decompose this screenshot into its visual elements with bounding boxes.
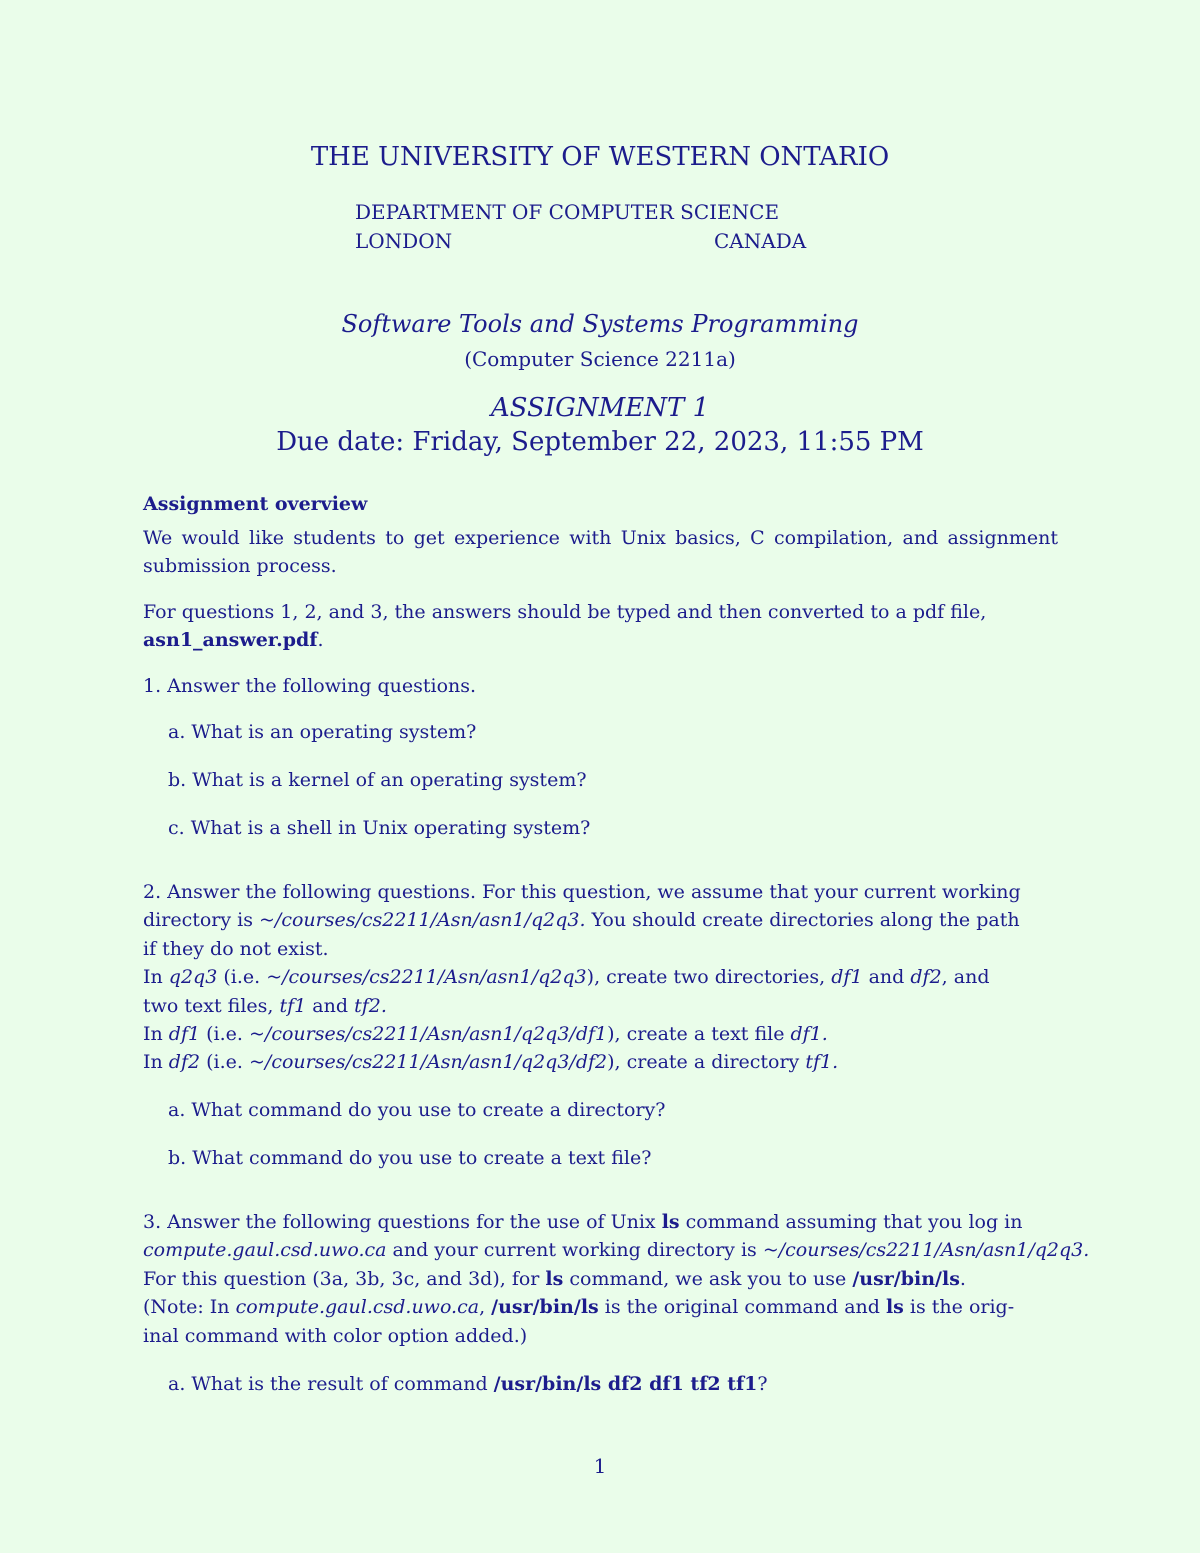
q3-line-4: (Note: In compute.gaul.csd.uwo.ca, /usr/bin/ls is the original command and ls is the orig- [143,1296,1015,1319]
q2-line-7: In df2 (i.e. ~/courses/cs2211/Asn/asn1/q2q3/df2), create a directory tf1. [143,1051,839,1074]
city: LONDON [355,229,453,253]
overview-text: We would like students to get experience with Unix basics, C compilation, and assignment submission process. [143,527,1058,578]
q2-line-1: 2. Answer the following questions. For this question, we assume that your current working [143,881,1021,903]
course-title: Software Tools and Systems Programming [341,310,859,338]
question-3 [143,1208,1090,1350]
q2-line-2: directory is ~/courses/cs2211/Asn/asn1/q2q3. You should create directories along the path [143,909,1020,932]
question-2a: a. What command do you use to create a directory? [168,1099,666,1121]
question-1: 1. Answer the following questions. [143,675,477,697]
question-3a: a. What is the result of command /usr/bin/ls df2 df1 tf2 tf1? [168,1373,768,1395]
due-date: Due date: Friday, September 22, 2023, 11:55 PM [276,427,924,457]
q3-line-2: compute.gaul.csd.uwo.ca and your current working directory is ~/courses/cs2211/Asn/asn1/q2q3. [143,1239,1090,1262]
q2-line-5: two text files, tf1 and tf2. [143,994,387,1017]
question-2 [143,878,1058,1077]
q2-line-4: In q2q3 (i.e. ~/courses/cs2211/Asn/asn1/q2q3), create two directories, df1 and df2, and [143,966,990,989]
course-code: (Computer Science 2211a) [464,347,736,371]
department-name: DEPARTMENT OF COMPUTER SCIENCE [355,200,780,224]
q2-line-6: In df1 (i.e. ~/courses/cs2211/Asn/asn1/q2q3/df1), create a text file df1. [143,1023,828,1046]
overview-heading: Assignment overview [143,493,368,515]
instructions-file-line: asn1_answer.pdf. [143,629,324,652]
q3-line-5: inal command with color option added.) [143,1324,528,1347]
question-2b: b. What command do you use to create a text file? [168,1147,652,1169]
assignment-title: ASSIGNMENT 1 [490,393,710,423]
question-1b: b. What is a kernel of an operating system? [168,769,587,791]
page-number: 1 [593,1454,607,1478]
q2-working-dir: ~/courses/cs2211/Asn/asn1/q2q3. [259,909,586,932]
country: CANADA [714,229,807,253]
q2-line-3: if they do not exist. [143,937,329,960]
question-1a: a. What is an operating system? [168,721,477,743]
instructions-paragraph [143,598,1058,655]
answer-file-name: asn1_answer.pdf [143,629,318,652]
q3-line-3: For this question (3a, 3b, 3c, and 3d), for ls command, we ask you to use /usr/bin/ls. [143,1267,966,1290]
instructions-line: For questions 1, 2, and 3, the answers should be typed and then converted to a pdf file, [143,601,987,623]
university-name: THE UNIVERSITY OF WESTERN ONTARIO [310,142,890,172]
q3-line-1: 3. Answer the following questions for the use of Unix ls command assuming that you log in [143,1211,1023,1233]
question-1c: c. What is a shell in Unix operating system? [168,817,591,839]
